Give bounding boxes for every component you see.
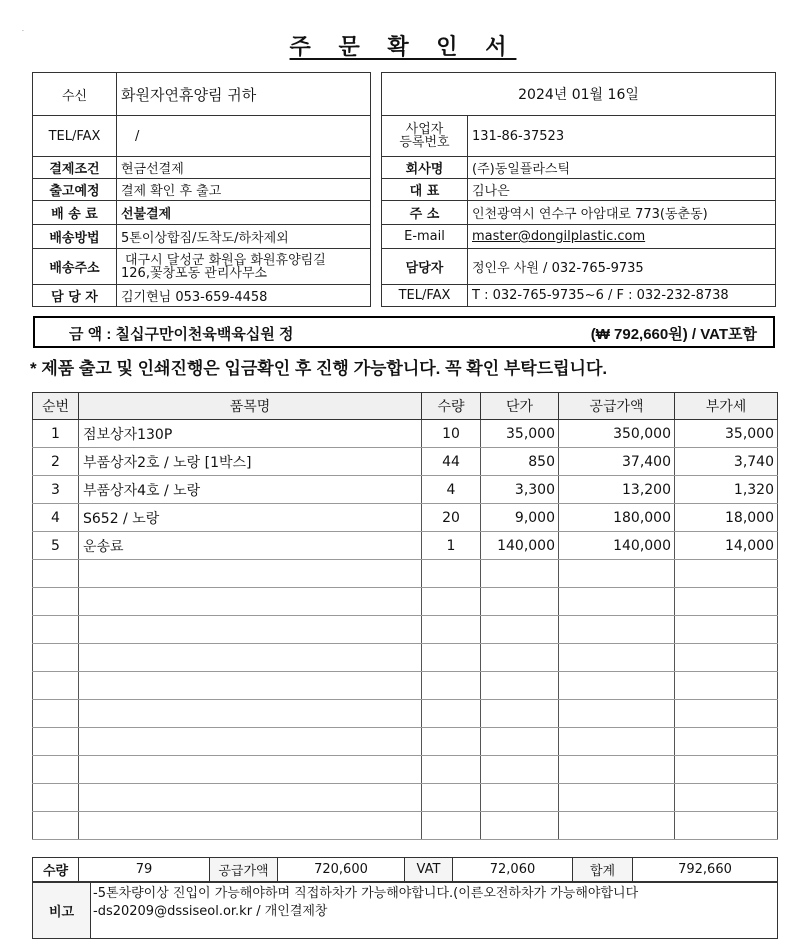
address-value [117, 249, 371, 285]
sum-total-value: 792,660 [633, 858, 778, 882]
sum-total-label: 합계 [573, 858, 633, 882]
memo-table [32, 882, 778, 939]
cell-supply: 180,000 [559, 504, 675, 532]
address-line-1: 대구시 달성군 화원읍 화원휴양림길 [125, 252, 326, 268]
cell-qty: 20 [422, 504, 481, 532]
memo-content [91, 883, 778, 939]
empty-row [33, 784, 778, 812]
delivery-method-value: 5톤이상합짐/도착도/하차제외 [117, 225, 371, 249]
empty-row [33, 672, 778, 700]
cell-vat: 3,740 [675, 448, 778, 476]
cell-unit-price: 3,300 [481, 476, 559, 504]
ceo-label: 대 표 [382, 179, 468, 201]
contact-value: 김기현님 053-659-4458 [117, 285, 371, 307]
sum-vat-value: 72,060 [453, 858, 573, 882]
items-table [32, 392, 778, 840]
supplier-telfax-value: T : 032-765-9735~6 / F : 032-232-8738 [468, 285, 776, 307]
sum-supply-label: 공급가액 [210, 858, 278, 882]
contact-label: 담 당 자 [33, 285, 117, 307]
memo-line-1: -5톤차량이상 진입이 가능해야하며 직접하차가 가능해야합니다.(이른오전하차가 가능해야합니다 [93, 886, 639, 901]
to-label: 수신 [33, 73, 117, 116]
supplier-telfax-label: TEL/FAX [382, 285, 468, 307]
empty-row [33, 728, 778, 756]
company-label: 회사명 [382, 157, 468, 179]
cell-unit-price: 9,000 [481, 504, 559, 532]
cell-name: 부품상자4호 / 노랑 [79, 476, 422, 504]
header-unit-price: 단가 [481, 393, 559, 420]
cell-no: 2 [33, 448, 79, 476]
table-row [33, 448, 778, 476]
amount-box [33, 316, 775, 348]
to-value: 화원자연휴양림 귀하 [117, 73, 371, 116]
address-line-2: 126,꽃창포동 관리사무소 [121, 265, 268, 281]
header-qty: 수량 [422, 393, 481, 420]
header-supply: 공급가액 [559, 393, 675, 420]
shipping-schedule-value: 결제 확인 후 출고 [117, 179, 371, 201]
cell-supply: 13,200 [559, 476, 675, 504]
cell-name: S652 / 노랑 [79, 504, 422, 532]
manager-value: 정인우 사원 / 032-765-9735 [468, 249, 776, 285]
receiver-info-table [32, 72, 371, 307]
cell-unit-price: 35,000 [481, 420, 559, 448]
ceo-value: 김나은 [468, 179, 776, 201]
table-row [33, 476, 778, 504]
document-title: 주 문 확 인 서 [289, 35, 517, 60]
cell-no: 5 [33, 532, 79, 560]
cell-supply: 350,000 [559, 420, 675, 448]
bizno-label-line2: 등록번호 [399, 135, 450, 150]
delivery-fee-label: 배 송 료 [33, 201, 117, 225]
cell-vat: 14,000 [675, 532, 778, 560]
cell-unit-price: 140,000 [481, 532, 559, 560]
bizno-label [382, 116, 468, 157]
empty-row [33, 588, 778, 616]
cell-qty: 44 [422, 448, 481, 476]
notice-text: * 제품 출고 및 인쇄진행은 입금확인 후 진행 가능합니다. 꼭 확인 부탁드립니다. [30, 359, 608, 378]
header-name: 품목명 [79, 393, 422, 420]
table-row [33, 532, 778, 560]
sum-vat-label: VAT [405, 858, 453, 882]
sum-supply-value: 720,600 [278, 858, 405, 882]
telfax-value: / [117, 116, 371, 157]
amount-total: (₩ 792,660원) / VAT포함 [590, 326, 757, 343]
cell-supply: 37,400 [559, 448, 675, 476]
order-date: 2024년 01월 16일 [382, 73, 776, 116]
shipping-schedule-label: 출고예정 [33, 179, 117, 201]
cell-name: 운송료 [79, 532, 422, 560]
address-label: 배송주소 [33, 249, 117, 285]
sum-qty-label: 수량 [33, 858, 79, 882]
cell-no: 4 [33, 504, 79, 532]
empty-row [33, 756, 778, 784]
delivery-fee-value: 선불결제 [117, 201, 371, 225]
manager-label: 담당자 [382, 249, 468, 285]
cell-supply: 140,000 [559, 532, 675, 560]
table-row [33, 420, 778, 448]
bizno-label-line1: 사업자 [405, 122, 444, 137]
supplier-address-value: 인천광역시 연수구 아암대로 773(동춘동) [468, 201, 776, 225]
sum-qty-value: 79 [79, 858, 210, 882]
delivery-method-label: 배송방법 [33, 225, 117, 249]
table-row [33, 504, 778, 532]
corner-mark: . [22, 26, 24, 33]
cell-no: 3 [33, 476, 79, 504]
amount-text: 금 액 : 칠십구만이천육백육십원 정 [69, 326, 294, 343]
empty-row [33, 560, 778, 588]
payment-label: 결제조건 [33, 157, 117, 179]
cell-no: 1 [33, 420, 79, 448]
cell-name: 부품상자2호 / 노랑 [1박스] [79, 448, 422, 476]
bizno-value: 131-86-37523 [468, 116, 776, 157]
cell-unit-price: 850 [481, 448, 559, 476]
memo-line-2: -ds20209@dssiseol.or.kr / 개인결제창 [93, 904, 328, 919]
cell-name: 점보상자130P [79, 420, 422, 448]
cell-vat: 18,000 [675, 504, 778, 532]
empty-row [33, 700, 778, 728]
empty-row [33, 812, 778, 840]
email-link[interactable]: master@dongilplastic.com [468, 225, 776, 249]
empty-row [33, 644, 778, 672]
empty-row [33, 616, 778, 644]
header-vat: 부가세 [675, 393, 778, 420]
supplier-info-table [381, 72, 776, 307]
cell-vat: 35,000 [675, 420, 778, 448]
cell-qty: 4 [422, 476, 481, 504]
header-no: 순번 [33, 393, 79, 420]
email-label: E-mail [382, 225, 468, 249]
telfax-label: TEL/FAX [33, 116, 117, 157]
supplier-address-label: 주 소 [382, 201, 468, 225]
cell-vat: 1,320 [675, 476, 778, 504]
cell-qty: 10 [422, 420, 481, 448]
payment-value: 현금선결제 [117, 157, 371, 179]
company-value: (주)동일플라스틱 [468, 157, 776, 179]
cell-qty: 1 [422, 532, 481, 560]
summary-table [32, 857, 778, 882]
memo-label: 비고 [33, 883, 91, 939]
